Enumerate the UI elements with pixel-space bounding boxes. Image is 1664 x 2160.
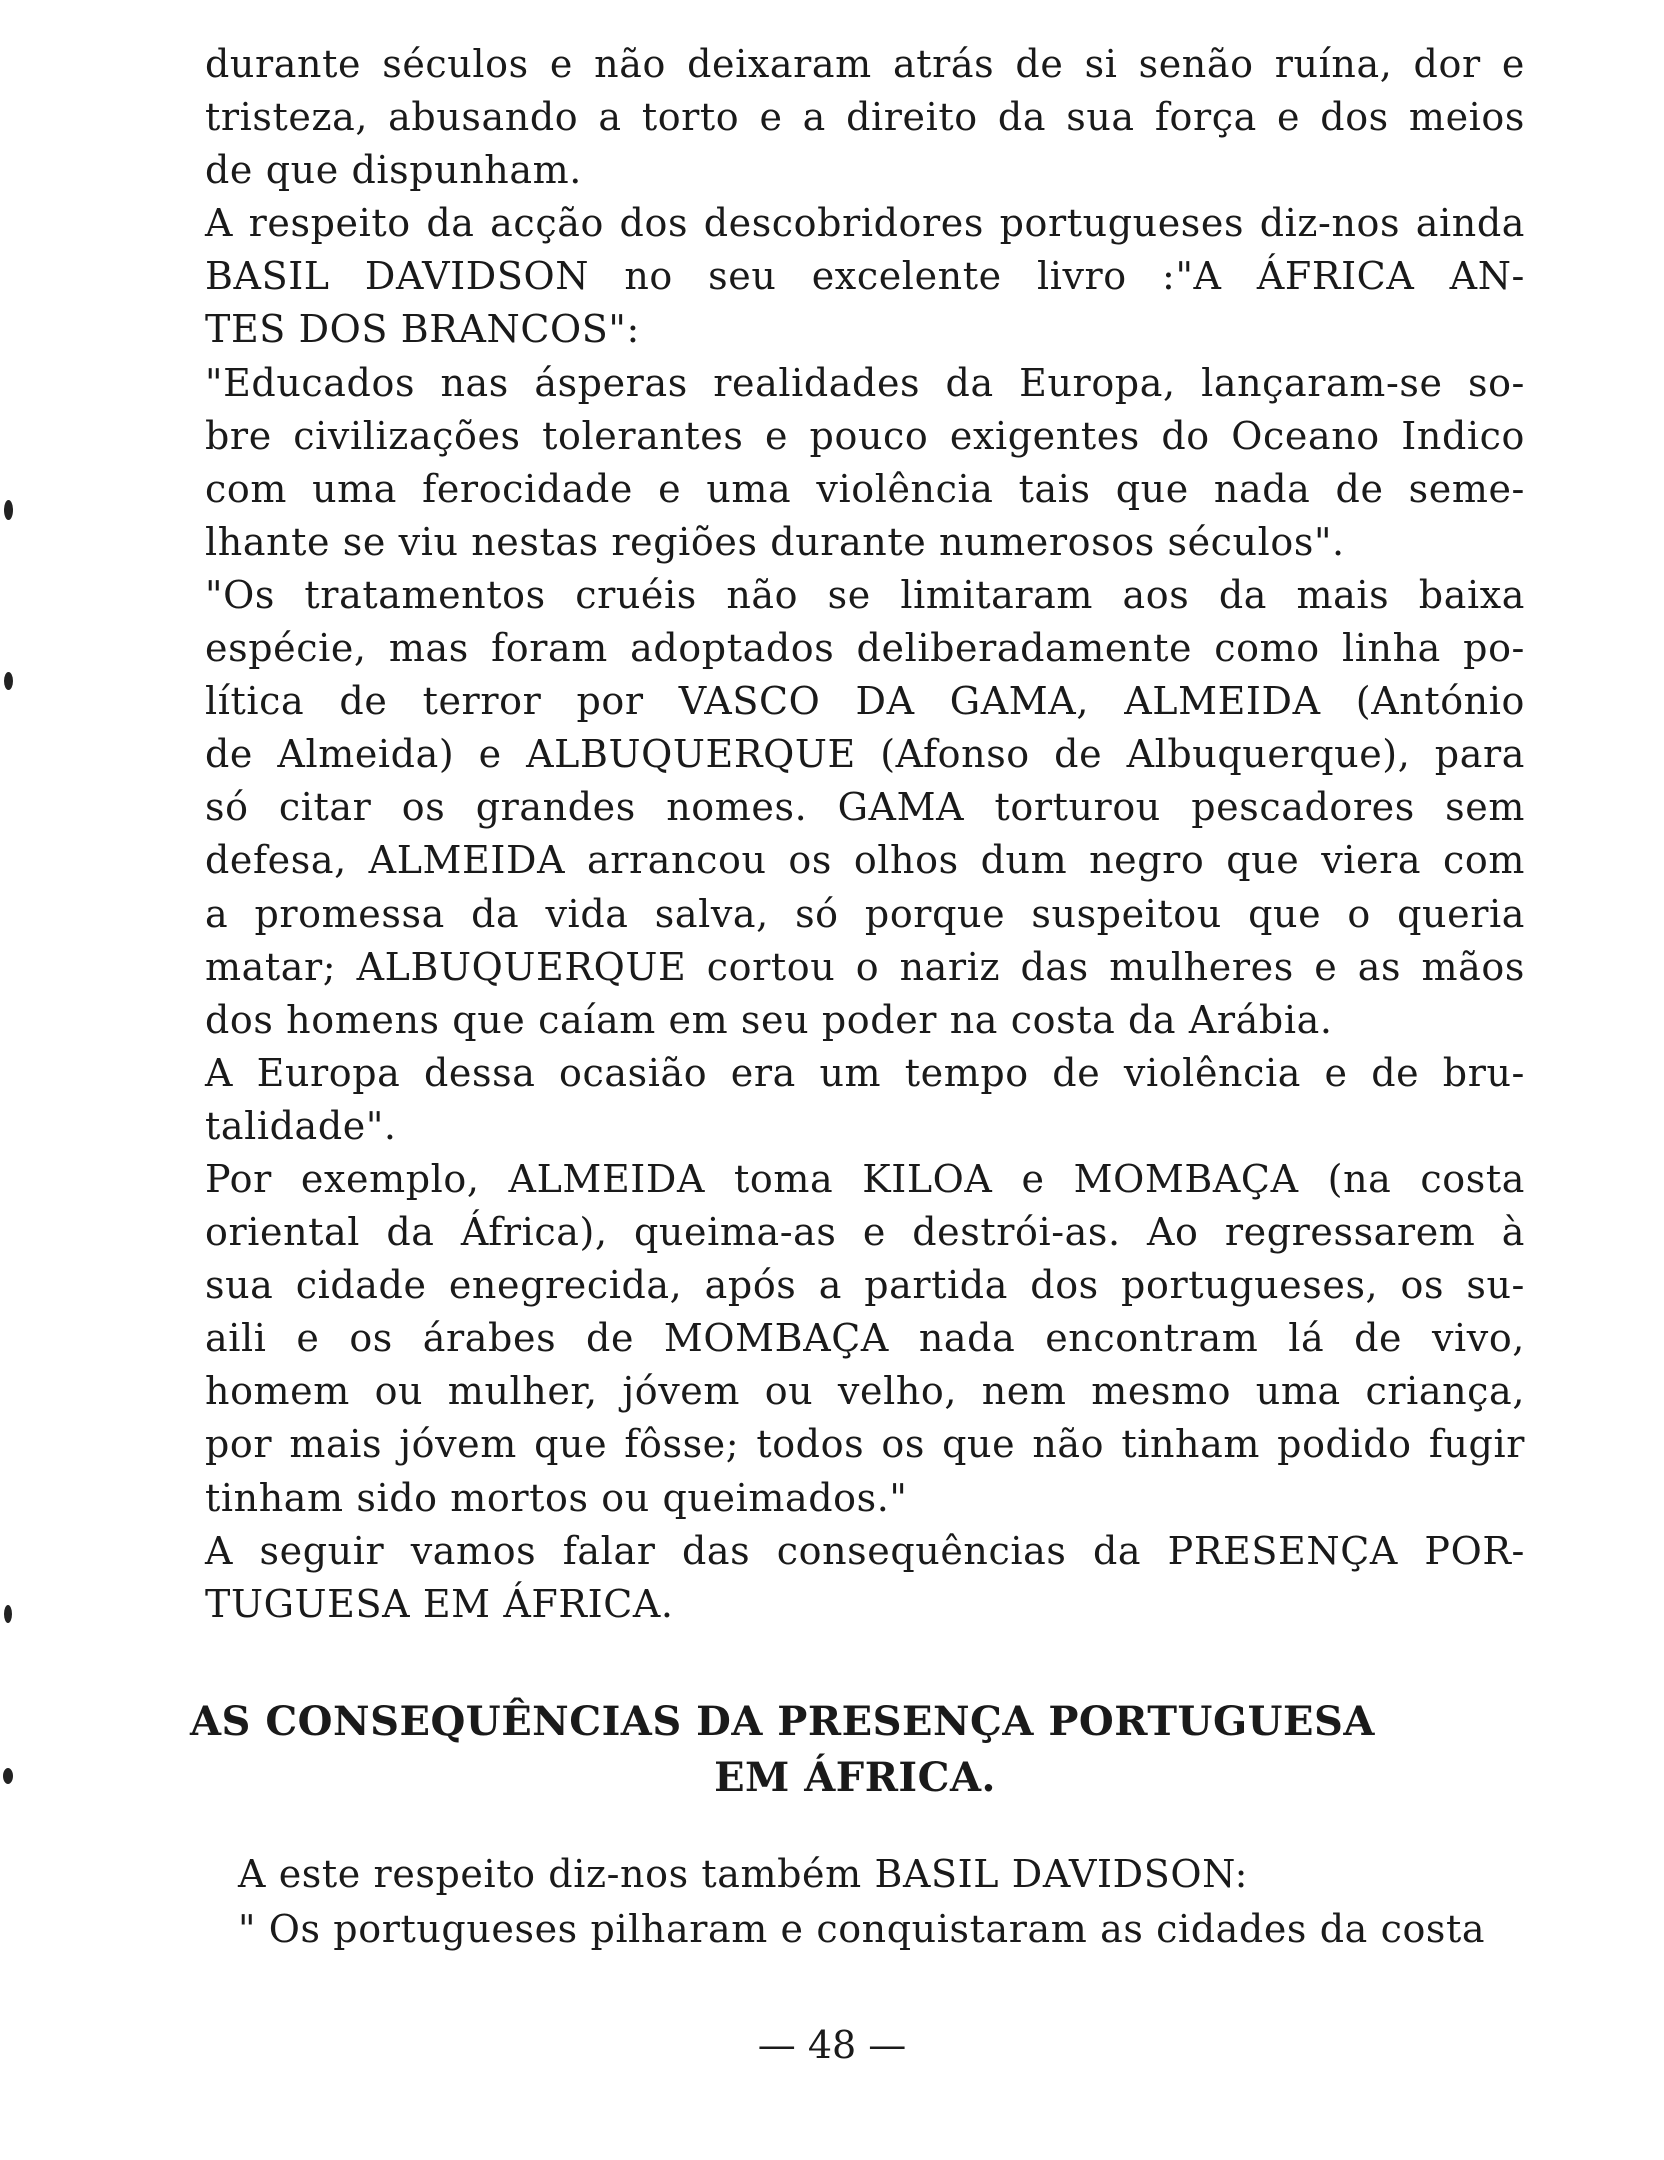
text-line: só citar os grandes nomes. GAMA torturou pescadores sem xyxy=(205,785,1525,830)
text-line: "Os tratamentos cruéis não se limitaram aos da mais baixa xyxy=(205,572,1525,617)
heading-line: AS CONSEQUÊNCIAS DA PRESENÇA PORTUGUESA xyxy=(190,1698,1375,1745)
text-line: A este respeito diz-nos também BASIL DAVIDSON: xyxy=(238,1852,1248,1896)
text-line: "Educados nas ásperas realidades da Europa, lançaram-se so- xyxy=(205,360,1525,405)
text-line: dos homens que caíam em seu poder na costa da Arábia. xyxy=(205,997,1333,1042)
heading-line: EM ÁFRICA. xyxy=(714,1754,996,1801)
text-line: oriental da África), queima-as e destrói-as. Ao regressarem à xyxy=(205,1210,1525,1255)
text-line: bre civilizações tolerantes e pouco exigentes do Oceano Indico xyxy=(205,413,1525,458)
text-line: durante séculos e não deixaram atrás de si senão ruína, dor e xyxy=(205,42,1525,86)
text-line: talidade". xyxy=(205,1103,397,1148)
text-line: A seguir vamos falar das consequências da PRESENÇA POR- xyxy=(205,1528,1525,1573)
text-line: TES DOS BRANCOS": xyxy=(205,307,640,352)
text-line: com uma ferocidade e uma violência tais que nada de seme- xyxy=(205,466,1525,511)
text-line: matar; ALBUQUERQUE cortou o nariz das mulheres e as mãos xyxy=(205,944,1525,989)
text-line: por mais jóvem que fôsse; todos os que não tinham podido fugir xyxy=(205,1422,1525,1467)
text-line: aili e os árabes de MOMBAÇA nada encontram lá de vivo, xyxy=(205,1316,1525,1361)
text-line: defesa, ALMEIDA arrancou os olhos dum negro que viera com xyxy=(205,838,1525,883)
text-line: A Europa dessa ocasião era um tempo de violência e de bru- xyxy=(205,1050,1525,1095)
body-text xyxy=(205,38,1525,1631)
section-heading xyxy=(190,1694,1480,1806)
scan-speck xyxy=(4,672,13,690)
text-line: TUGUESA EM ÁFRICA. xyxy=(205,1581,674,1626)
text-line: espécie, mas foram adoptados deliberadamente como linha po- xyxy=(205,626,1525,671)
text-line: " Os portugueses pilharam e conquistaram as cidades da costa xyxy=(238,1907,1486,1951)
scan-speck xyxy=(4,500,13,520)
text-line: homem ou mulher, jóvem ou velho, nem mesmo uma criança, xyxy=(205,1369,1525,1414)
text-line: de Almeida) e ALBUQUERQUE (Afonso de Albuquerque), para xyxy=(205,732,1525,777)
page-number: — 48 — xyxy=(757,2023,907,2067)
text-line: sua cidade enegrecida, após a partida dos portugueses, os su- xyxy=(205,1263,1525,1308)
text-line: lhante se viu nestas regiões durante numerosos séculos". xyxy=(205,519,1345,564)
text-line: tinham sido mortos ou queimados." xyxy=(205,1475,908,1520)
text-line: lítica de terror por VASCO DA GAMA, ALMEIDA (António xyxy=(205,679,1525,724)
text-line: a promessa da vida salva, só porque suspeitou que o queria xyxy=(205,891,1525,936)
body-text-after-heading xyxy=(238,1847,1528,1957)
text-line: A respeito da acção dos descobridores portugueses diz-nos ainda xyxy=(205,201,1525,246)
text-line: Por exemplo, ALMEIDA toma KILOA e MOMBAÇA (na costa xyxy=(205,1156,1525,1201)
text-line: tristeza, abusando a torto e a direito da sua força e dos meios xyxy=(205,95,1525,140)
scan-speck xyxy=(3,1768,13,1784)
text-line: BASIL DAVIDSON no seu excelente livro :"A ÁFRICA AN- xyxy=(205,254,1525,299)
text-line: de que dispunham. xyxy=(205,148,582,193)
scan-speck xyxy=(4,1605,12,1623)
